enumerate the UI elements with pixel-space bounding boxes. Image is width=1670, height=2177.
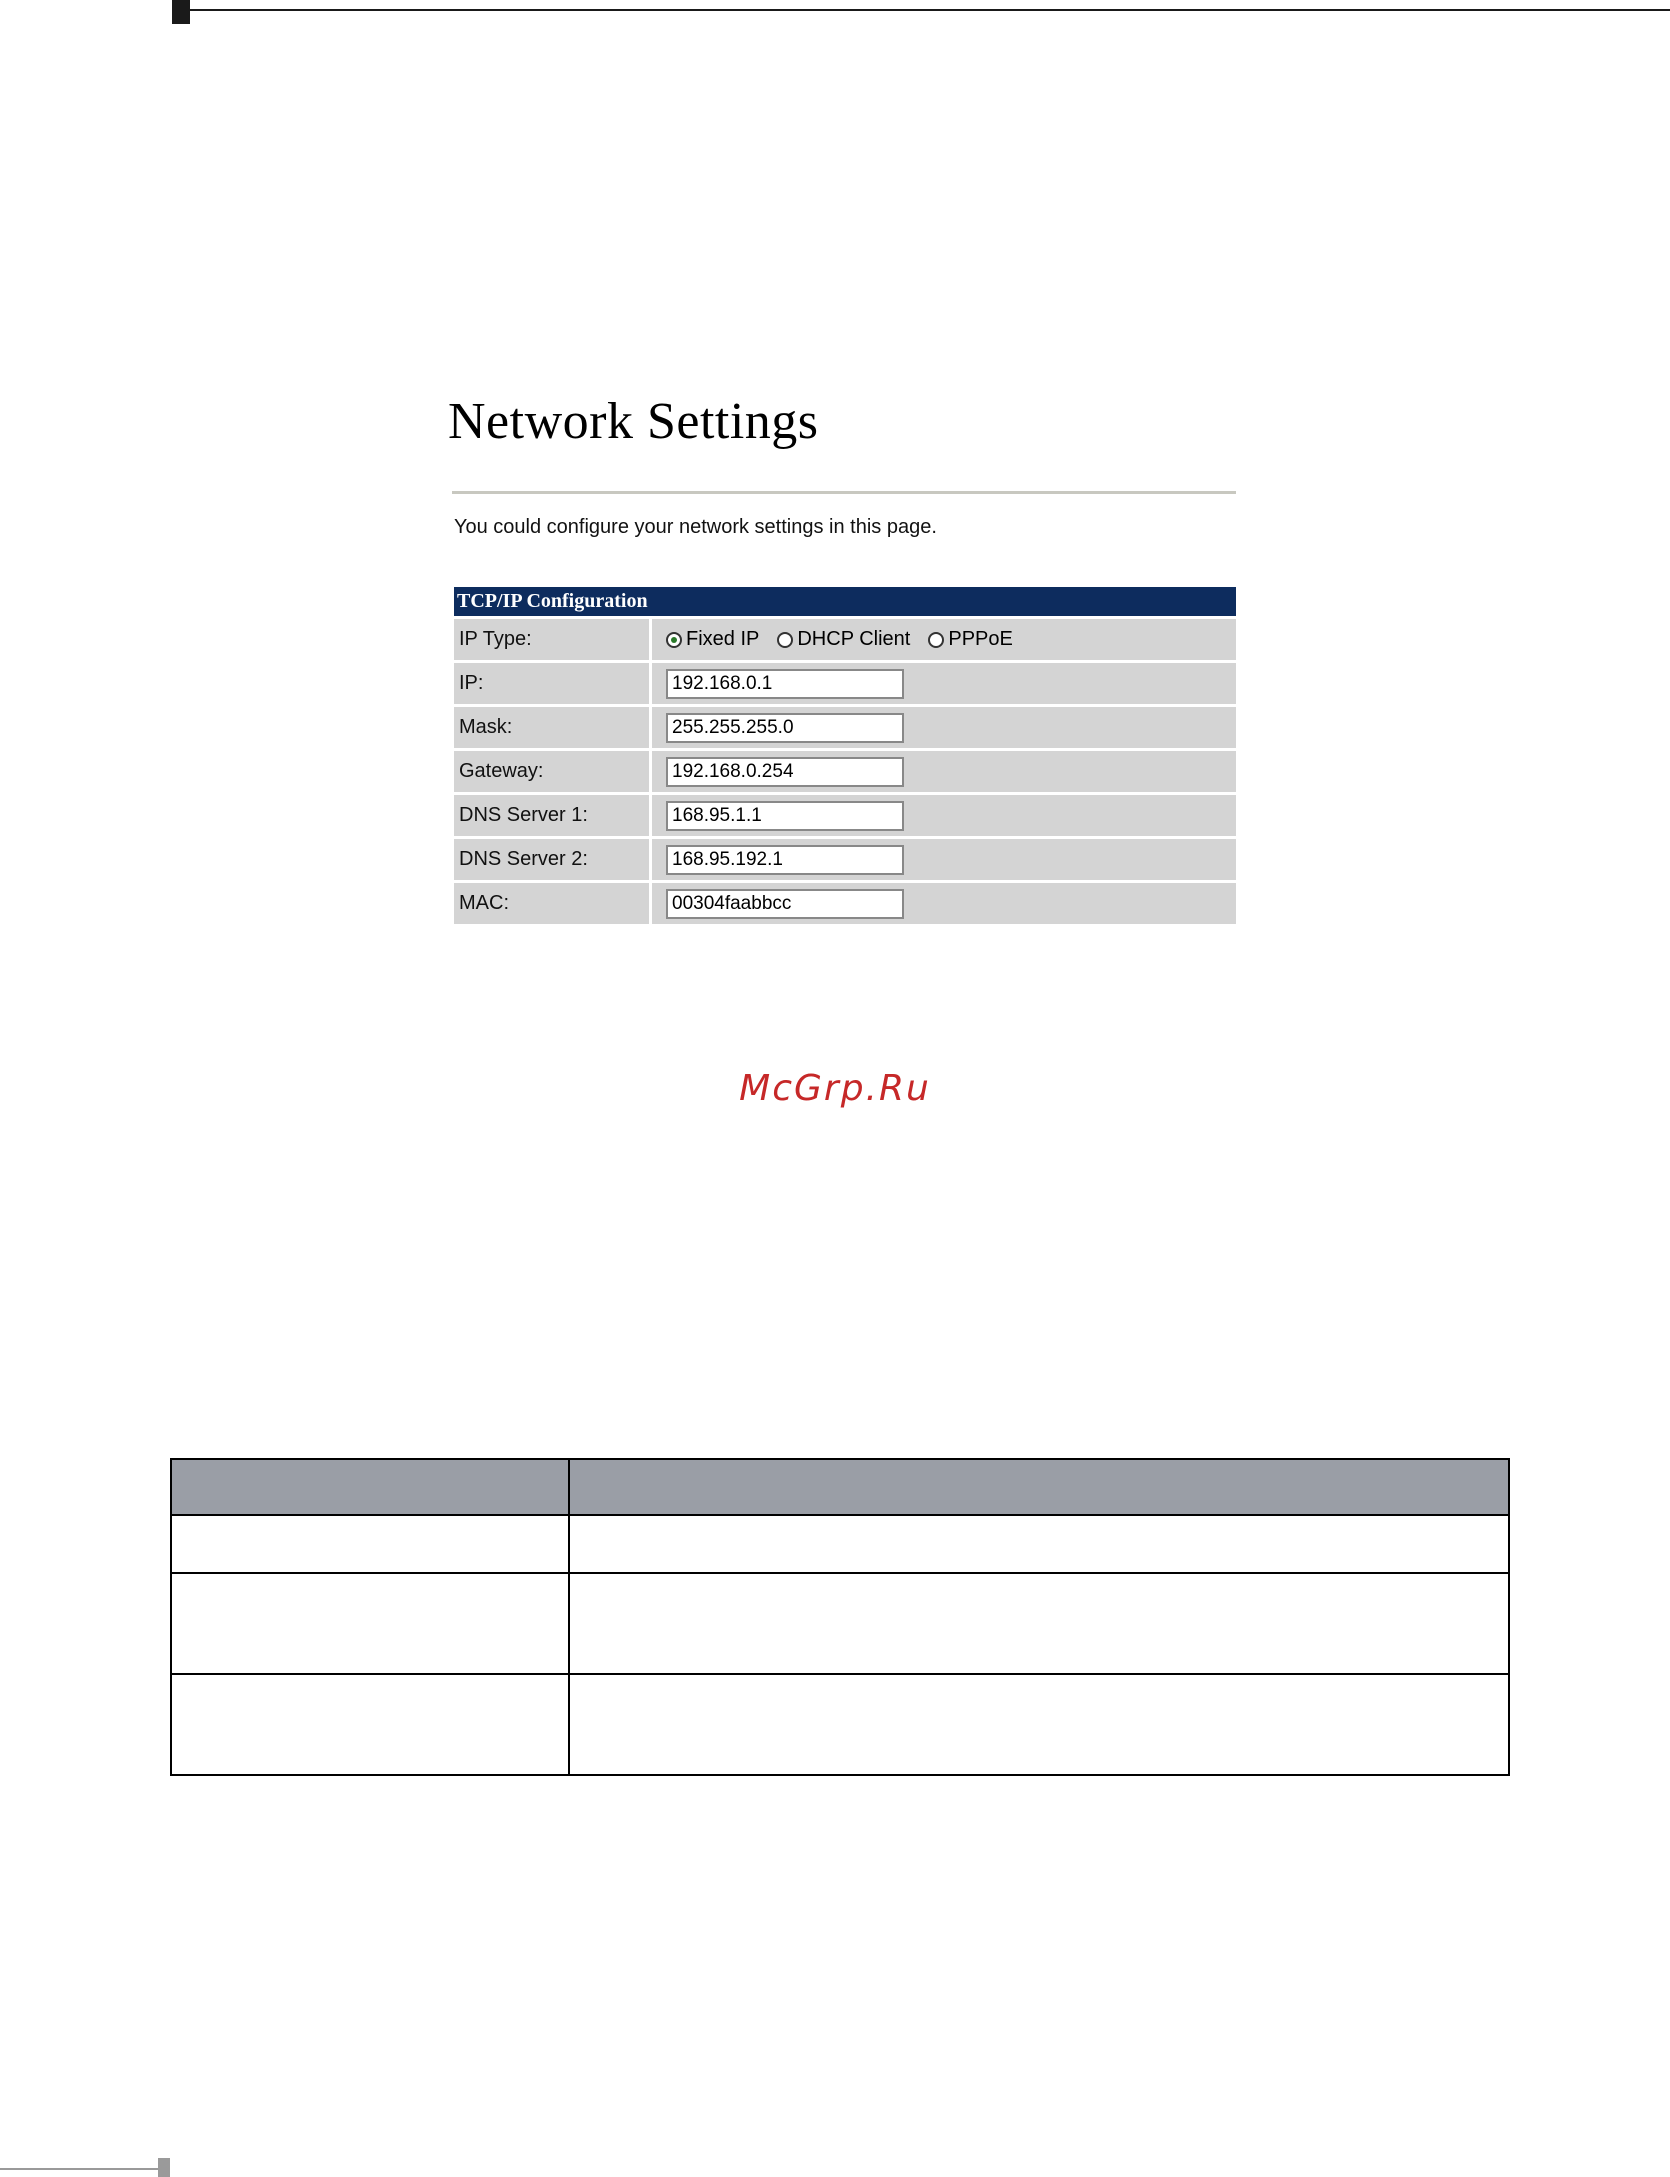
table-header-cell: [171, 1459, 569, 1515]
table-row: [171, 1515, 1509, 1573]
network-settings-screenshot: [440, 380, 1240, 940]
ip-type-label: IP Type:: [454, 618, 649, 662]
bottom-rule: [0, 2168, 160, 2170]
gateway-label: Gateway:: [454, 750, 649, 794]
radio-pppoe-label: PPPoE: [948, 628, 1013, 650]
watermark: McGrp.Ru: [739, 1068, 931, 1109]
top-rule: [172, 9, 1670, 11]
dns1-input[interactable]: [666, 801, 904, 831]
table-cell: [569, 1515, 1509, 1573]
tcpip-header-row: [454, 587, 1236, 618]
mac-label: MAC:: [454, 882, 649, 925]
mask-label: Mask:: [454, 706, 649, 750]
dns2-row: [454, 838, 1236, 882]
dns1-row: [454, 794, 1236, 838]
table-cell: [171, 1573, 569, 1674]
radio-unselected-icon[interactable]: [928, 632, 944, 648]
table-header-cell: [569, 1459, 1509, 1515]
ip-label: IP:: [454, 662, 649, 706]
radio-unselected-icon[interactable]: [777, 632, 793, 648]
dns2-input[interactable]: [666, 845, 904, 875]
mac-row: [454, 882, 1236, 925]
ip-row: [454, 662, 1236, 706]
page-title: Network Settings: [448, 393, 819, 450]
ip-input[interactable]: [666, 669, 904, 699]
dns2-label: DNS Server 2:: [454, 838, 649, 882]
radio-dhcp-client[interactable]: [777, 628, 910, 651]
ip-type-row: [454, 618, 1236, 662]
radio-fixed-ip[interactable]: [666, 628, 759, 651]
tcpip-header: TCP/IP Configuration: [454, 587, 1236, 618]
table-cell: [171, 1515, 569, 1573]
mac-input[interactable]: [666, 889, 904, 919]
radio-dhcp-client-label: DHCP Client: [797, 628, 911, 650]
table-cell: [569, 1573, 1509, 1674]
mask-input[interactable]: [666, 713, 904, 743]
dns1-label: DNS Server 1:: [454, 794, 649, 838]
table-cell: [171, 1674, 569, 1775]
gateway-input[interactable]: [666, 757, 904, 787]
mask-row: [454, 706, 1236, 750]
radio-pppoe[interactable]: [928, 628, 1012, 651]
ip-type-radio-group: [666, 628, 1236, 651]
radio-selected-icon[interactable]: [666, 632, 682, 648]
gateway-row: [454, 750, 1236, 794]
page-description: You could configure your network settings in this page.: [454, 516, 937, 538]
radio-fixed-ip-label: Fixed IP: [686, 628, 760, 650]
tcpip-config-table: [454, 587, 1236, 924]
title-divider: [452, 491, 1236, 494]
top-tab-marker: [172, 0, 190, 24]
table-row: [171, 1573, 1509, 1674]
table-cell: [569, 1674, 1509, 1775]
description-table: [170, 1458, 1510, 1776]
description-table-header: [171, 1459, 1509, 1515]
table-row: [171, 1674, 1509, 1775]
